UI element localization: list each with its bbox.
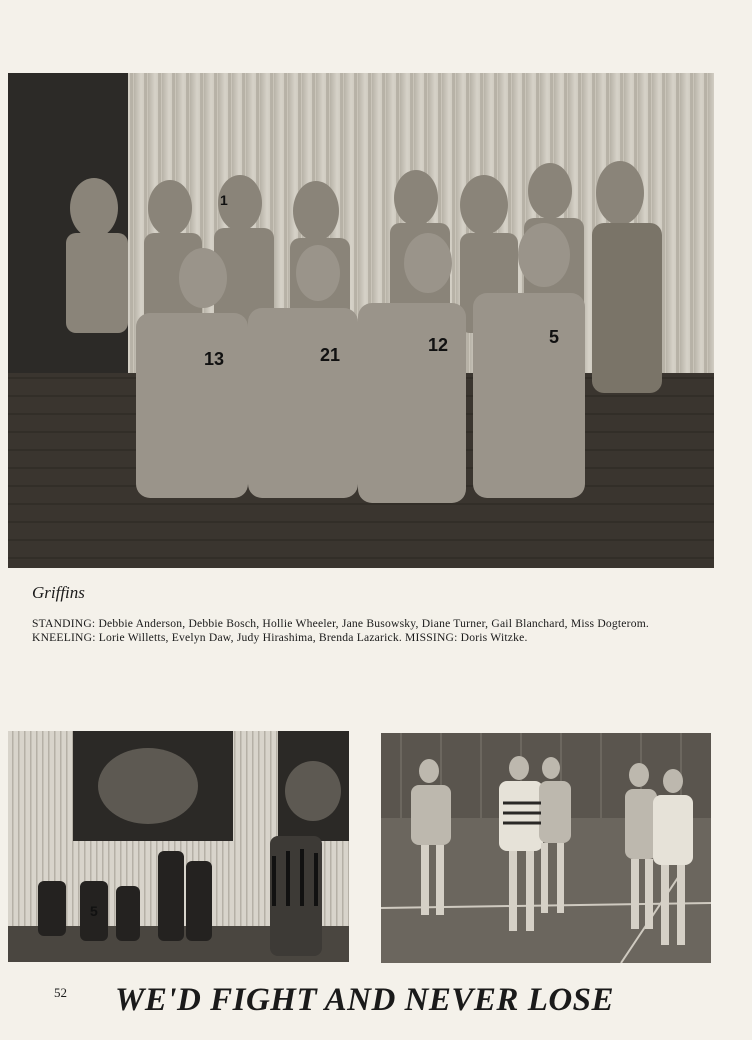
jersey-number-21: 21 <box>320 345 341 365</box>
practice-photo <box>381 733 711 963</box>
team-photo <box>8 73 714 568</box>
game-jersey-number: 5 <box>90 903 98 919</box>
jersey-number-5: 5 <box>549 327 560 347</box>
jersey-number-12: 12 <box>428 335 449 355</box>
caption-text: STANDING: Debbie Anderson, Debbie Bosch, Hollie Wheeler, Jane Busowsky, Diane Turner, Gail Blanchard, Miss Dogterom. KNEELING: Lorie Willetts, Evelyn Daw, Judy Hirashima, Brenda Lazarick. MISSING: Doris Witzke. <box>32 617 650 644</box>
jersey-number-1: 1 <box>220 192 228 208</box>
game-photo <box>8 731 349 962</box>
page-number: 52 <box>54 985 67 1000</box>
caption-title: Griffins <box>32 583 85 602</box>
jersey-number-13: 13 <box>204 349 225 369</box>
page-slogan: WE'D FIGHT AND NEVER LOSE <box>115 982 615 1018</box>
